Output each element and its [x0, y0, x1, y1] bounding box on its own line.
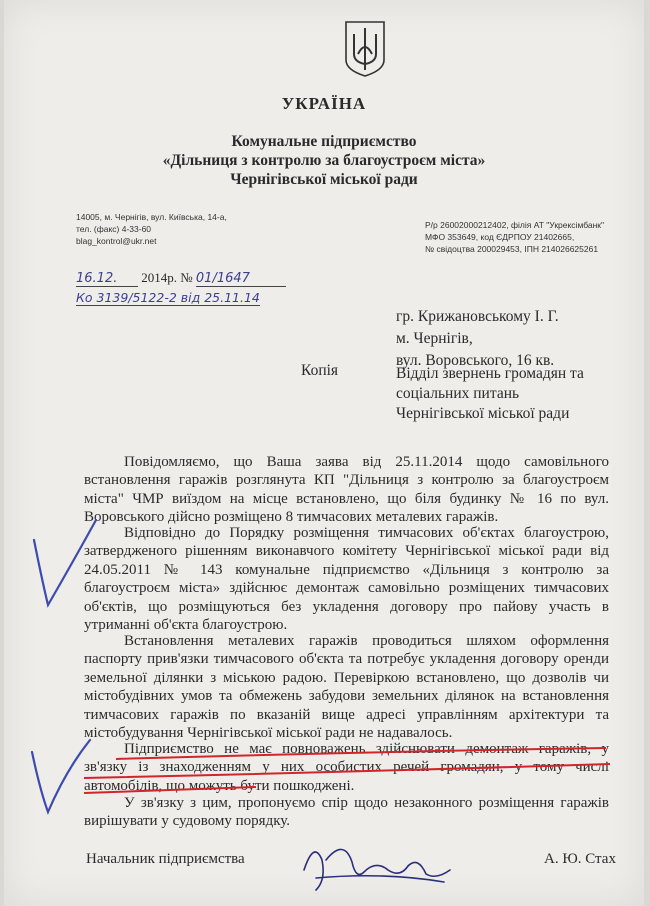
- recipient-name: гр. Крижановському І. Г.: [396, 308, 559, 325]
- body-paragraph-3: Встановлення металевих гаражів проводиться шляхом оформлення паспорту прив'язки тимчасового об'єкта та потребує укладення договору оренди земельної ділянки з міською радою. Перевіркою встановлено, що дозволів чи містобудівних умов та обмежень забудови земельних ділянок на встановлення тимчасових гаражів по вказаній вище адресі управлінням архітектури та містобудування Чернігівської міської ради не надавалось.: [84, 633, 609, 742]
- org-line-3: Чернігівської міської ради: [230, 171, 418, 188]
- country-heading: УКРАЇНА: [281, 94, 367, 113]
- signatory-title: Начальник підприємства: [86, 851, 245, 867]
- recipient-street: вул. Воровського, 16 кв.: [396, 352, 555, 369]
- handwritten-marks: [4, 0, 644, 906]
- copy-line-2: соціальних питань: [396, 385, 520, 402]
- email-line: blag_kontrol@ukr.net: [76, 236, 157, 246]
- phone-line: тел. (факс) 4-33-60: [76, 224, 152, 234]
- year-label: 2014р. №: [141, 270, 193, 285]
- body-paragraph-5: У зв'язку з цим, пропонуємо спір щодо незаконного розміщення гаражів вирішувати у судовому порядку.: [84, 795, 609, 830]
- bank-code-line: МФО 353649, код ЄДРПОУ 21402665,: [425, 232, 575, 242]
- red-underline-3: [84, 787, 256, 793]
- red-underline-1: [116, 748, 606, 759]
- letter-page: [4, 0, 644, 906]
- outgoing-number: 01/1647: [196, 271, 286, 287]
- copy-line-3: Чернігівської міської ради: [396, 405, 570, 422]
- copy-line-1: Відділ звернень громадян та: [396, 365, 584, 382]
- org-line-1: Комунальне підприємство: [231, 133, 417, 150]
- signatory-name: А. Ю. Стах: [544, 851, 616, 867]
- recipient-city: м. Чернігів,: [396, 330, 473, 347]
- body-paragraph-2: Відповідно до Порядку розміщення тимчасових об'єктах благоустрою, затвердженого рішенням виконавчого комітету Чернігівської міської ради від 24.05.2011 № 143 комунальне підприємство «Дільниця з контролю за благоустроєм міста» здійснює демонтаж самовільно розміщених тимчасових об'єктів, що розміщуються без укладення договору про пайову участь в утриманні об'єкта благоустрою.: [84, 525, 609, 634]
- body-paragraph-1: Повідомляємо, що Ваша заява від 25.11.2014 щодо самовільного встановлення гаражів розглянута КП "Дільниця з контролю за благоустроєм міста" ЧМР виїздом на місце встановлено, що біля будинку № 16 по вул. Воровського дійсно розміщено 8 тимчасових металевих гаражів.: [84, 454, 609, 526]
- signature-scribble: [304, 849, 450, 890]
- incoming-reference: Ко 3139/5122-2 від 25.11.14: [76, 290, 260, 305]
- certificate-line: № свідоцтва 200029453, ІПН 214026625261: [425, 244, 599, 254]
- bank-account-line: Р/р 26002000212402, філія АТ "Укрексімбанк": [425, 220, 605, 230]
- outgoing-date: 16.12.: [76, 271, 138, 287]
- org-line-2: «Дільниця з контролю за благоустроєм міста»: [162, 152, 486, 169]
- address-line: 14005, м. Чернігів, вул. Київська, 14-а,: [76, 212, 227, 222]
- red-underline-2: [84, 764, 610, 778]
- checkmark-1: [34, 520, 96, 605]
- body-paragraph-4: Підприємство не має повноважень здійснювати демонтаж гаражів, у зв'язку із знаходженням у них особистих речей громадян, у тому числі автомобілів, що можуть бути пошкоджені.: [84, 741, 609, 794]
- checkmark-2: [32, 740, 90, 812]
- copy-label: Копія: [301, 362, 339, 379]
